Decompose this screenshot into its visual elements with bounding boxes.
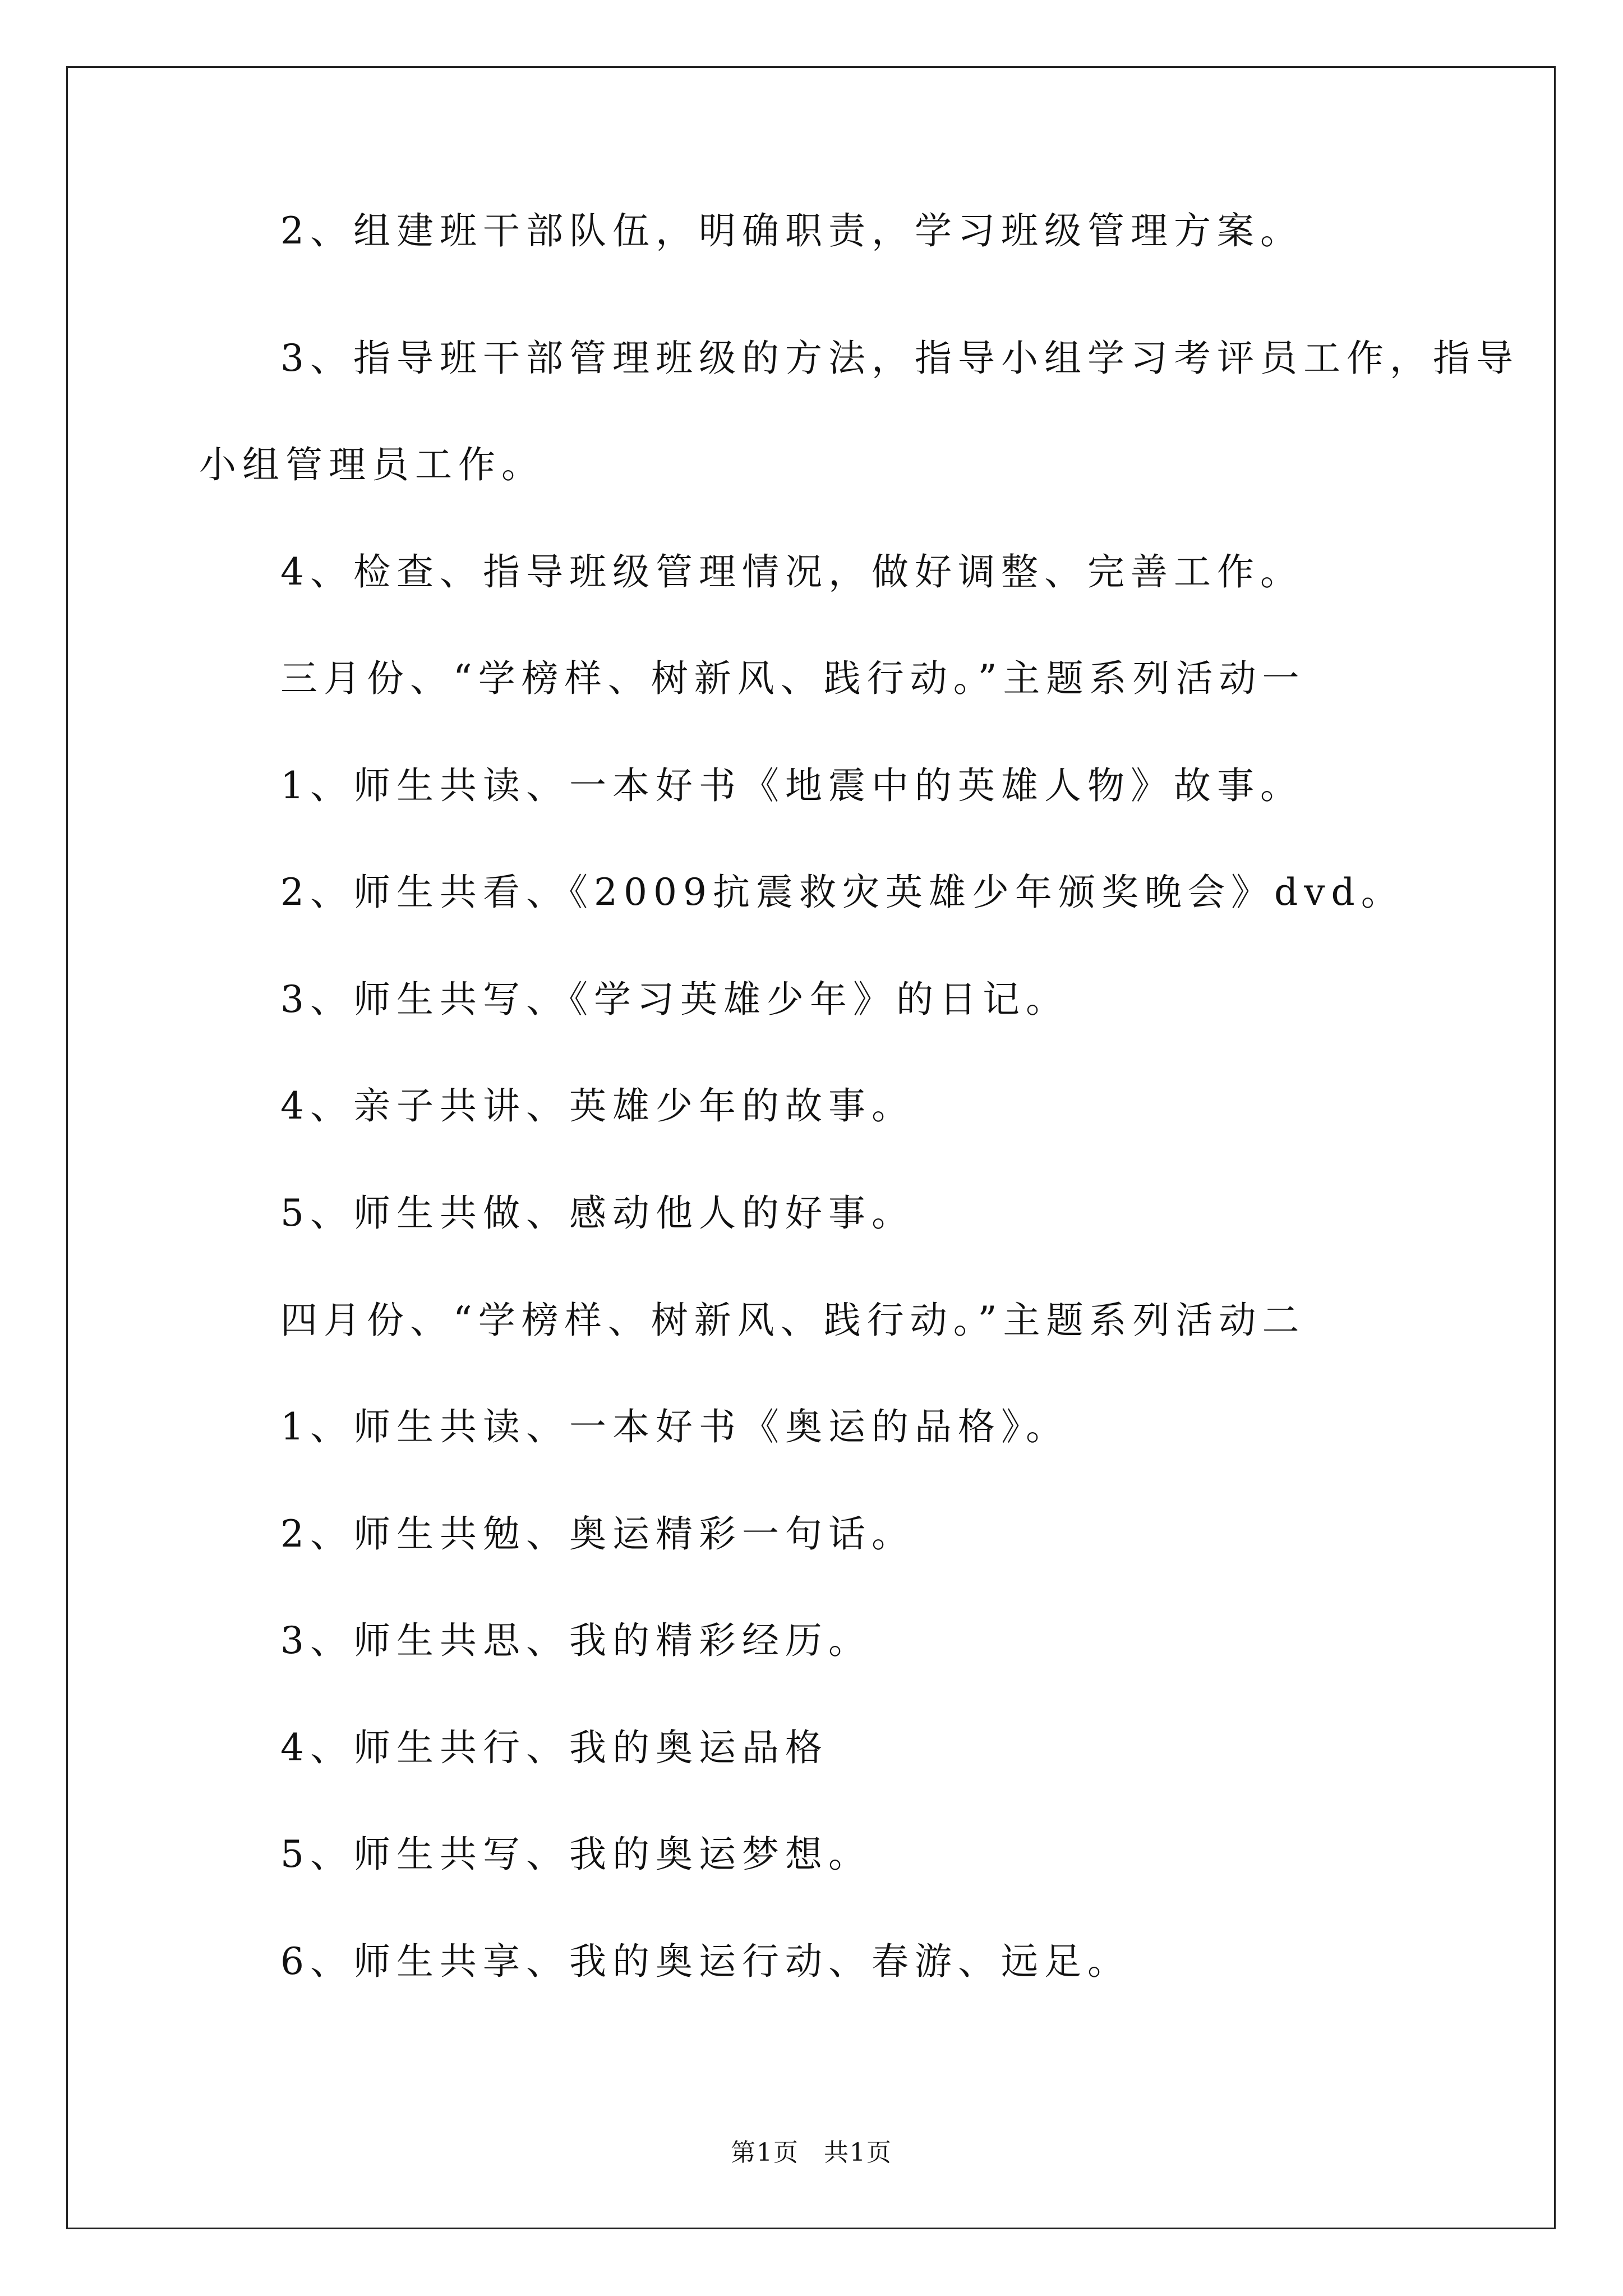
paragraph-line: 3、师生共写、《学习英雄少年》的日记。 [280, 978, 1069, 1021]
page-footer [0, 2136, 1623, 2170]
paragraph-line: 四月份、“学榜样、树新风、践行动。”主题系列活动二 [280, 1299, 1306, 1342]
paragraph-line: 三月份、“学榜样、树新风、践行动。”主题系列活动一 [280, 657, 1306, 700]
paragraph-line: 2、师生共勉、奥运精彩一句话。 [280, 1512, 915, 1556]
paragraph-line: 2、组建班干部队伍，明确职责，学习班级管理方案。 [280, 209, 1303, 252]
page-number-current: 第1页 [731, 2138, 799, 2167]
paragraph-line: 4、亲子共讲、英雄少年的故事。 [280, 1084, 915, 1128]
paragraph-line: 小组管理员工作。 [199, 443, 545, 486]
page-number-total: 共1页 [824, 2138, 892, 2167]
paragraph-line: 1、师生共读、一本好书《奥运的品格》。 [280, 1405, 1069, 1448]
paragraph-line: 6、师生共享、我的奥运行动、春游、远足。 [280, 1940, 1131, 1983]
paragraph-line: 1、师生共读、一本好书《地震中的英雄人物》故事。 [280, 764, 1303, 807]
paragraph-line: 3、师生共思、我的精彩经历。 [280, 1619, 872, 1662]
paragraph-line: 4、师生共行、我的奥运品格 [280, 1726, 828, 1769]
paragraph-line: 5、师生共写、我的奥运梦想。 [280, 1833, 872, 1876]
paragraph-line: 4、检查、指导班级管理情况，做好调整、完善工作。 [280, 550, 1303, 593]
paragraph-line: 5、师生共做、感动他人的好事。 [280, 1191, 915, 1235]
paragraph-line: 3、指导班干部管理班级的方法，指导小组学习考评员工作，指导 [280, 337, 1519, 380]
paragraph-line: 2、师生共看、《2009抗震救灾英雄少年颁奖晚会》dvd。 [280, 871, 1404, 914]
